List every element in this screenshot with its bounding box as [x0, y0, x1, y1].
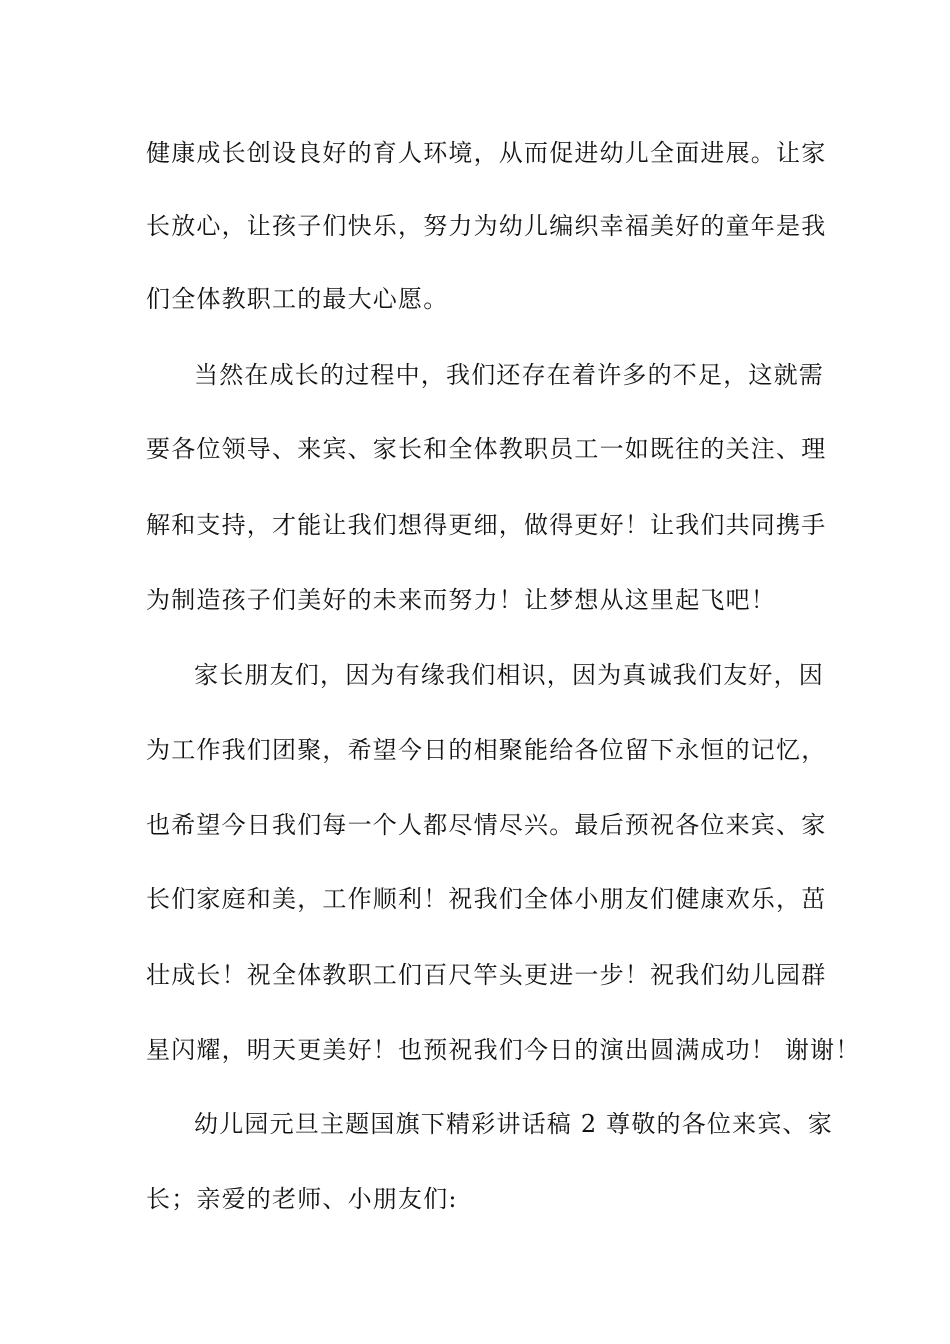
text-line: 长们家庭和美，工作顺利！祝我们全体小朋友们健康欢乐，茁	[146, 885, 827, 913]
text-line: 长；亲爱的老师、小朋友们:	[146, 1185, 458, 1213]
text-line: 们全体教职工的最大心愿。	[146, 285, 449, 313]
paragraph-first-line: 幼儿园元旦主题国旗下精彩讲话稿 2 尊敬的各位来宾、家	[194, 1110, 833, 1138]
text-line: 壮成长！祝全体教职工们百尺竿头更进一步！祝我们幼儿园群	[146, 961, 827, 989]
text-line: 健康成长创设良好的育人环境，从而促进幼儿全面进展。让家	[146, 139, 827, 167]
text-line: 为制造孩子们美好的未来而努力！让梦想从这里起飞吧！	[146, 586, 776, 614]
text-line: 长放心，让孩子们快乐，努力为幼儿编织幸福美好的童年是我	[146, 212, 827, 240]
text-line: 为工作我们团聚，希望今日的相聚能给各位留下永恒的记忆，	[146, 736, 827, 764]
text-line: 星闪耀，明天更美好！也预祝我们今日的演出圆满成功！ 谢谢！	[146, 1036, 861, 1064]
paragraph-first-line: 家长朋友们，因为有缘我们相识，因为真诚我们友好，因	[194, 661, 824, 689]
text-line: 解和支持，才能让我们想得更细，做得更好！让我们共同携手	[146, 511, 827, 539]
text-line: 要各位领导、来宾、家长和全体教职员工一如既往的关注、理	[146, 435, 827, 463]
text-line: 也希望今日我们每一个人都尽情尽兴。最后预祝各位来宾、家	[146, 811, 827, 839]
paragraph-first-line: 当然在成长的过程中，我们还存在着许多的不足，这就需	[194, 361, 824, 389]
